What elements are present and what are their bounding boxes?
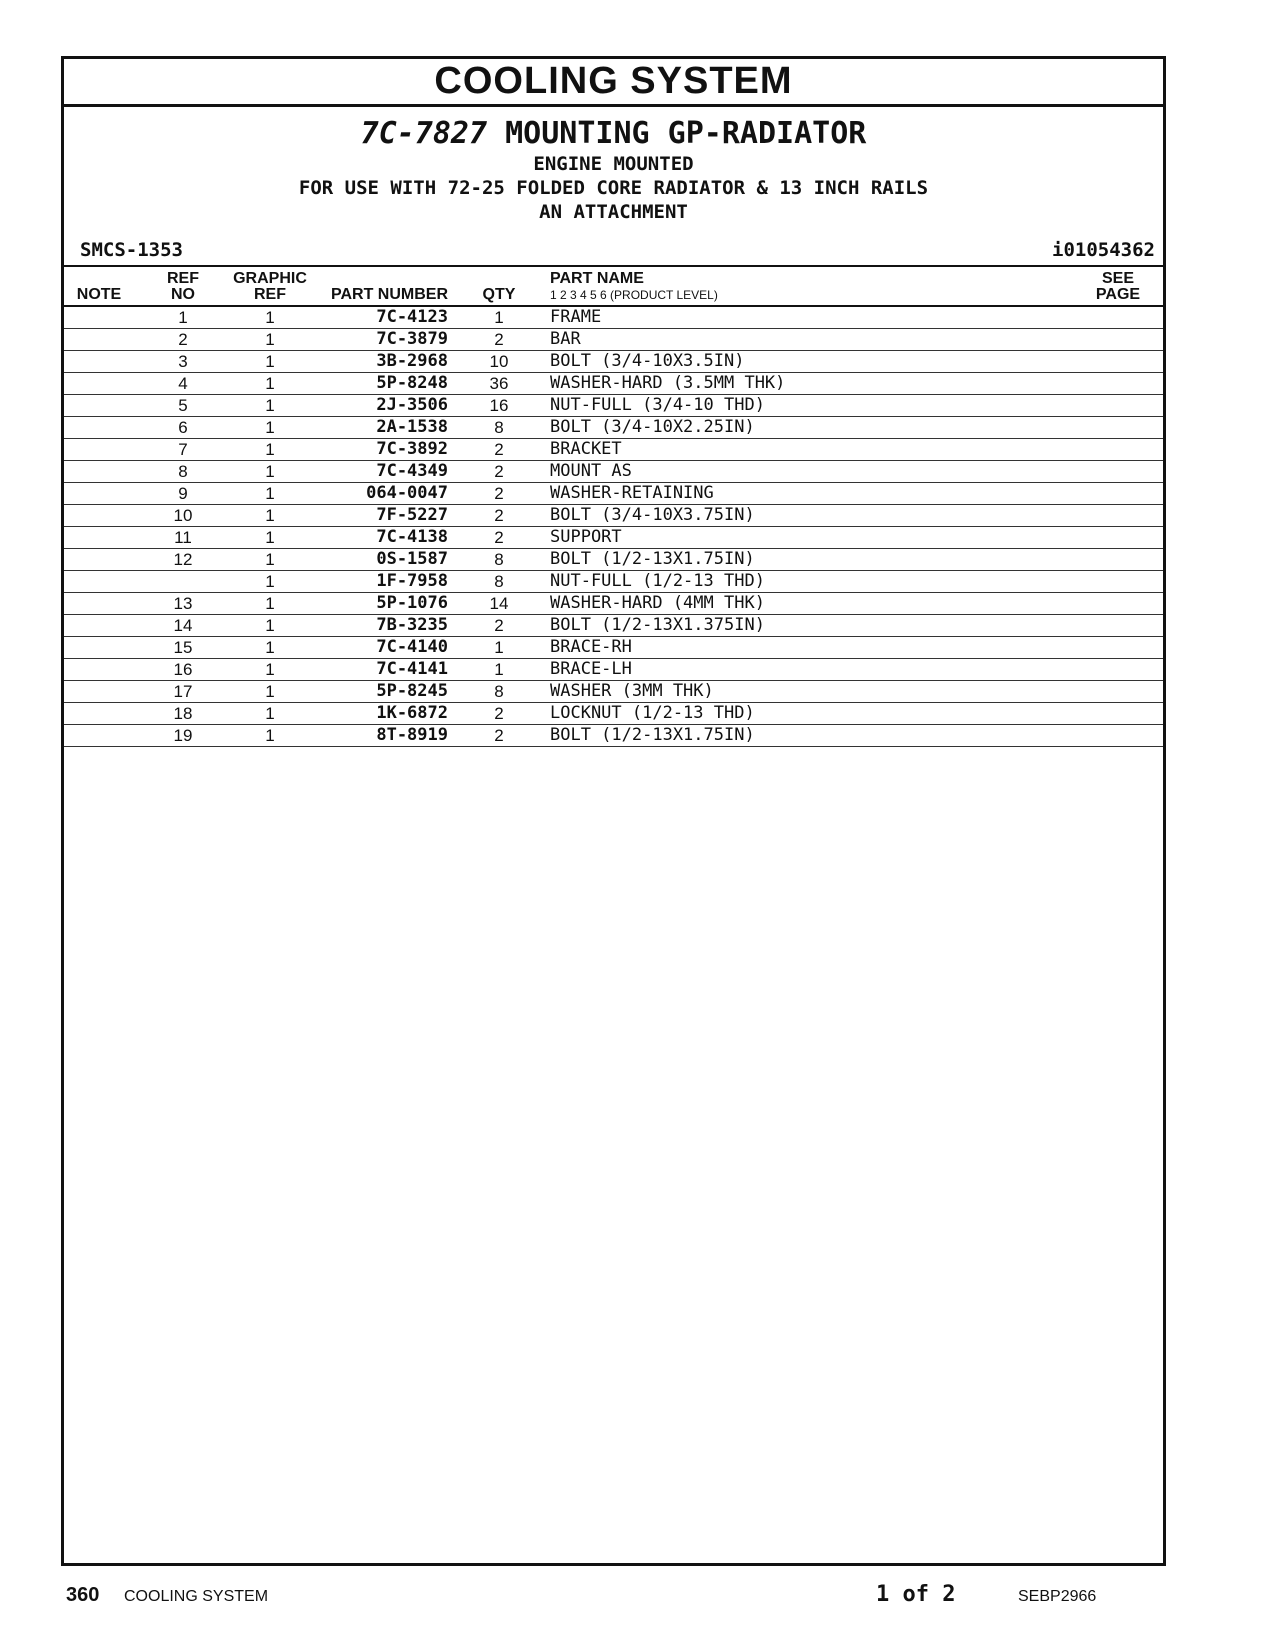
table-row (64, 373, 1163, 395)
cell-see-page (1073, 329, 1163, 351)
page-number: 360 (66, 1584, 100, 1606)
table-row (64, 505, 1163, 527)
cell-see-page (1073, 351, 1163, 373)
cell-graphic-ref: 1 (232, 461, 308, 483)
cell-ref-no: 4 (134, 373, 232, 395)
cell-ref-no: 15 (134, 637, 232, 659)
cell-graphic-ref: 1 (232, 351, 308, 373)
cell-ref-no: 9 (134, 483, 232, 505)
cell-see-page (1073, 306, 1163, 329)
cell-note (64, 703, 134, 725)
cell-see-page (1073, 549, 1163, 571)
cell-qty: 16 (454, 395, 544, 417)
cell-part-number: 7F-5227 (308, 505, 454, 527)
cell-part-number: 5P-8248 (308, 373, 454, 395)
cell-note (64, 593, 134, 615)
footer-section: COOLING SYSTEM (124, 1588, 269, 1605)
cell-qty: 2 (454, 329, 544, 351)
cell-note (64, 439, 134, 461)
column-header-note: NOTE (64, 267, 134, 306)
cell-graphic-ref: 1 (232, 571, 308, 593)
cell-qty: 2 (454, 725, 544, 747)
cell-qty: 10 (454, 351, 544, 373)
cell-part-number: 2A-1538 (308, 417, 454, 439)
product-level-legend: 1 2 3 4 5 6 (PRODUCT LEVEL) (550, 288, 718, 302)
cell-see-page (1073, 483, 1163, 505)
parts-table-body (64, 306, 1163, 747)
cell-see-page (1073, 681, 1163, 703)
cell-part-name: BOLT (3/4-10X2.25IN) (544, 417, 1073, 439)
column-header-see-page: SEE PAGE (1073, 267, 1163, 306)
cell-note (64, 571, 134, 593)
cell-part-name: BOLT (3/4-10X3.75IN) (544, 505, 1073, 527)
cell-note (64, 681, 134, 703)
cell-see-page (1073, 439, 1163, 461)
cell-ref-no: 1 (134, 306, 232, 329)
cell-part-number: 2J-3506 (308, 395, 454, 417)
cell-ref-no: 6 (134, 417, 232, 439)
table-row (64, 571, 1163, 593)
cell-part-number: 7C-3879 (308, 329, 454, 351)
cell-part-number: 5P-1076 (308, 593, 454, 615)
cell-note (64, 395, 134, 417)
cell-graphic-ref: 1 (232, 615, 308, 637)
table-row (64, 549, 1163, 571)
cell-graphic-ref: 1 (232, 395, 308, 417)
cell-graphic-ref: 1 (232, 373, 308, 395)
cell-part-name: BRACE-RH (544, 637, 1073, 659)
cell-ref-no: 2 (134, 329, 232, 351)
cell-part-name: FRAME (544, 306, 1073, 329)
table-row (64, 306, 1163, 329)
sheet-count: 1 of 2 (876, 1582, 956, 1607)
cell-note (64, 483, 134, 505)
cell-part-number: 5P-8245 (308, 681, 454, 703)
table-row (64, 461, 1163, 483)
table-row (64, 439, 1163, 461)
cell-part-name: BOLT (1/2-13X1.75IN) (544, 549, 1073, 571)
cell-part-number: 7B-3235 (308, 615, 454, 637)
cell-part-number: 1F-7958 (308, 571, 454, 593)
cell-see-page (1073, 593, 1163, 615)
cell-note (64, 351, 134, 373)
cell-qty: 2 (454, 505, 544, 527)
cell-graphic-ref: 1 (232, 483, 308, 505)
column-header-qty: QTY (454, 267, 544, 306)
cell-part-number: 1K-6872 (308, 703, 454, 725)
assembly-header (64, 107, 1163, 267)
cell-part-name: WASHER-RETAINING (544, 483, 1073, 505)
assembly-description-line: FOR USE WITH 72-25 FOLDED CORE RADIATOR & 13 INCH RAILS (298, 177, 929, 199)
cell-see-page (1073, 659, 1163, 681)
cell-graphic-ref: 1 (232, 505, 308, 527)
table-row (64, 351, 1163, 373)
table-row (64, 417, 1163, 439)
column-header-part-number: PART NUMBER (308, 267, 454, 306)
cell-graphic-ref: 1 (232, 703, 308, 725)
cell-ref-no: 5 (134, 395, 232, 417)
table-row (64, 659, 1163, 681)
cell-qty: 2 (454, 483, 544, 505)
cell-see-page (1073, 395, 1163, 417)
table-row (64, 703, 1163, 725)
assembly-name: MOUNTING GP-RADIATOR (505, 116, 867, 151)
cell-ref-no: 19 (134, 725, 232, 747)
table-header-row (64, 267, 1163, 306)
cell-graphic-ref: 1 (232, 549, 308, 571)
column-header-part-name: PART NAME 1 2 3 4 5 6 (PRODUCT LEVEL) (544, 267, 1073, 306)
cell-qty: 8 (454, 549, 544, 571)
cell-part-number: 7C-3892 (308, 439, 454, 461)
cell-ref-no: 17 (134, 681, 232, 703)
cell-ref-no: 3 (134, 351, 232, 373)
cell-graphic-ref: 1 (232, 527, 308, 549)
cell-qty: 8 (454, 571, 544, 593)
cell-part-name: BAR (544, 329, 1073, 351)
cell-see-page (1073, 461, 1163, 483)
column-header-graphic-ref: GRAPHIC REF (232, 267, 308, 306)
cell-part-number: 8T-8919 (308, 725, 454, 747)
cell-note (64, 637, 134, 659)
cell-part-name: LOCKNUT (1/2-13 THD) (544, 703, 1073, 725)
cell-qty: 2 (454, 439, 544, 461)
cell-part-number: 064-0047 (308, 483, 454, 505)
cell-note (64, 615, 134, 637)
cell-qty: 8 (454, 681, 544, 703)
cell-note (64, 549, 134, 571)
cell-ref-no (134, 571, 232, 593)
cell-part-name: BRACE-LH (544, 659, 1073, 681)
cell-ref-no: 14 (134, 615, 232, 637)
cell-see-page (1073, 615, 1163, 637)
cell-note (64, 417, 134, 439)
assembly-title (64, 115, 1163, 153)
cell-qty: 1 (454, 306, 544, 329)
cell-note (64, 725, 134, 747)
cell-part-number: 7C-4138 (308, 527, 454, 549)
table-row (64, 681, 1163, 703)
cell-part-number: 7C-4140 (308, 637, 454, 659)
cell-note (64, 329, 134, 351)
cell-part-name: WASHER-HARD (3.5MM THK) (544, 373, 1073, 395)
cell-part-name: MOUNT AS (544, 461, 1073, 483)
cell-part-name: BRACKET (544, 439, 1073, 461)
assembly-description-line: ENGINE MOUNTED (533, 153, 694, 175)
cell-see-page (1073, 571, 1163, 593)
cell-qty: 2 (454, 703, 544, 725)
cell-note (64, 461, 134, 483)
cell-part-number: 7C-4349 (308, 461, 454, 483)
cell-graphic-ref: 1 (232, 659, 308, 681)
cell-see-page (1073, 527, 1163, 549)
smcs-code: SMCS-1353 (80, 239, 183, 261)
cell-qty: 2 (454, 615, 544, 637)
publication-number: SEBP2966 (1018, 1588, 1097, 1605)
cell-ref-no: 18 (134, 703, 232, 725)
cell-ref-no: 12 (134, 549, 232, 571)
table-row (64, 725, 1163, 747)
assembly-part-number: 7C-7827 (360, 116, 488, 151)
cell-ref-no: 8 (134, 461, 232, 483)
cell-qty: 36 (454, 373, 544, 395)
cell-qty: 2 (454, 461, 544, 483)
cell-qty: 2 (454, 527, 544, 549)
table-row (64, 615, 1163, 637)
cell-qty: 8 (454, 417, 544, 439)
cell-qty: 14 (454, 593, 544, 615)
cell-ref-no: 13 (134, 593, 232, 615)
parts-table (64, 267, 1163, 747)
cell-note (64, 505, 134, 527)
cell-ref-no: 16 (134, 659, 232, 681)
document-id: i01054362 (1052, 239, 1155, 261)
cell-part-name: BOLT (1/2-13X1.75IN) (544, 725, 1073, 747)
assembly-description-line: AN ATTACHMENT (539, 201, 688, 223)
cell-graphic-ref: 1 (232, 306, 308, 329)
cell-part-number: 3B-2968 (308, 351, 454, 373)
table-row (64, 483, 1163, 505)
cell-qty: 1 (454, 659, 544, 681)
cell-note (64, 306, 134, 329)
cell-graphic-ref: 1 (232, 637, 308, 659)
page-footer (66, 1582, 1275, 1612)
cell-see-page (1073, 417, 1163, 439)
cell-part-name: NUT-FULL (1/2-13 THD) (544, 571, 1073, 593)
cell-part-name: BOLT (3/4-10X3.5IN) (544, 351, 1073, 373)
cell-graphic-ref: 1 (232, 681, 308, 703)
cell-graphic-ref: 1 (232, 329, 308, 351)
cell-part-name: WASHER-HARD (4MM THK) (544, 593, 1073, 615)
table-row (64, 329, 1163, 351)
cell-see-page (1073, 703, 1163, 725)
cell-see-page (1073, 725, 1163, 747)
table-row (64, 395, 1163, 417)
cell-ref-no: 7 (134, 439, 232, 461)
cell-graphic-ref: 1 (232, 593, 308, 615)
cell-note (64, 659, 134, 681)
cell-part-name: WASHER (3MM THK) (544, 681, 1073, 703)
cell-graphic-ref: 1 (232, 439, 308, 461)
cell-part-number: 7C-4141 (308, 659, 454, 681)
column-header-ref-no: REF NO (134, 267, 232, 306)
cell-ref-no: 10 (134, 505, 232, 527)
table-row (64, 527, 1163, 549)
cell-see-page (1073, 505, 1163, 527)
cell-qty: 1 (454, 637, 544, 659)
cell-part-number: 7C-4123 (308, 306, 454, 329)
cell-note (64, 527, 134, 549)
table-row (64, 637, 1163, 659)
cell-part-number: 0S-1587 (308, 549, 454, 571)
cell-part-name: BOLT (1/2-13X1.375IN) (544, 615, 1073, 637)
cell-graphic-ref: 1 (232, 725, 308, 747)
cell-part-name: NUT-FULL (3/4-10 THD) (544, 395, 1073, 417)
cell-ref-no: 11 (134, 527, 232, 549)
cell-see-page (1073, 637, 1163, 659)
cell-note (64, 373, 134, 395)
cell-graphic-ref: 1 (232, 417, 308, 439)
cell-see-page (1073, 373, 1163, 395)
cell-part-name: SUPPORT (544, 527, 1073, 549)
section-title: COOLING SYSTEM (64, 59, 1163, 107)
table-row (64, 593, 1163, 615)
page-frame (61, 56, 1166, 1566)
